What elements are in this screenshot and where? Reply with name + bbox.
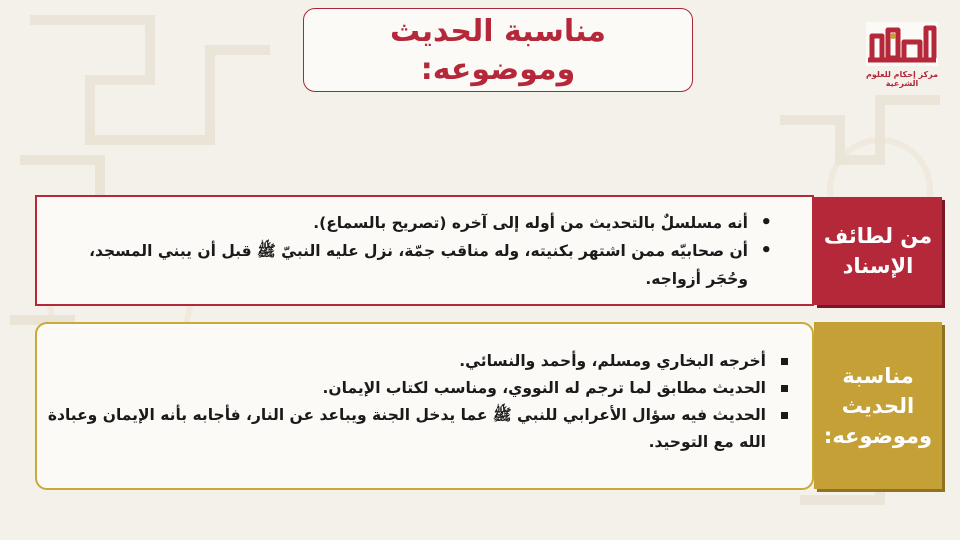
hadith-context-label	[814, 322, 942, 489]
logo-mark-icon	[866, 22, 938, 66]
label-line: وموضوعه:	[823, 423, 933, 448]
list-item: الحديث مطابق لما ترجم له النووي، ومناسب لكتاب الإيمان.	[47, 375, 792, 402]
list-item: • أن صحابيّه ممن اشتهر بكنيته، وله مناقب جمّة، نزل عليه النبيّ ﷺ قبل أن يبني المسجد، وحُجَر أزواجه.	[51, 237, 774, 293]
label-line: الحديث	[841, 393, 915, 418]
list-item: • أنه مسلسلٌ بالتحديث من أوله إلى آخره (تصريح بالسماع).	[51, 209, 774, 237]
context-bullet-list	[47, 348, 792, 456]
page-title	[303, 8, 693, 92]
isnad-subtleties-box	[35, 195, 814, 306]
isnad-subtleties-label	[814, 197, 942, 305]
logo-name: مركز إحكام للعلوم الشرعية	[865, 70, 939, 88]
hadith-context-box	[35, 322, 814, 490]
label-line: الإسناد	[842, 254, 914, 278]
list-item: أخرجه البخاري ومسلم، وأحمد والنسائي.	[47, 348, 792, 375]
label-line: من لطائف	[823, 224, 933, 248]
page-title-line2: وموضوعه:	[420, 52, 576, 87]
page-title-line1: مناسبة الحديث	[390, 14, 606, 49]
list-item: الحديث فيه سؤال الأعرابي للنبي ﷺ عما يدخل الجنة ويباعد عن النار، فأجابه بأنه الإيمان وعبادة الله مع التوحيد.	[47, 402, 792, 456]
isnad-bullet-list	[51, 209, 774, 293]
logo	[862, 18, 942, 98]
label-line: مناسبة	[842, 363, 914, 388]
